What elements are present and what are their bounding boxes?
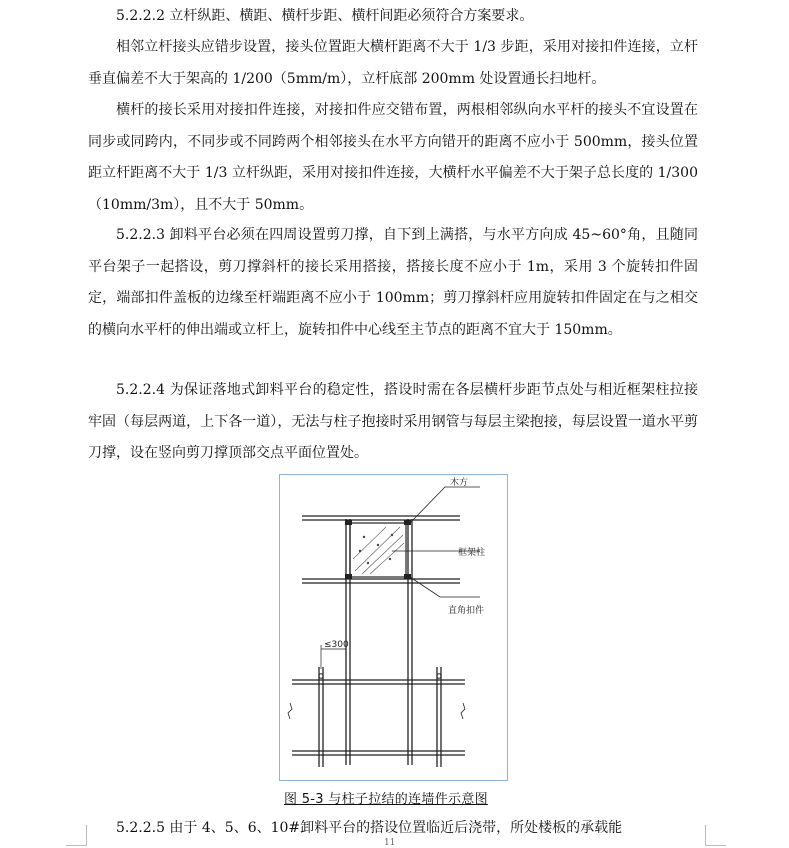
figure-caption: 图 5-3 与柱子拉结的连墙件示意图 bbox=[284, 792, 488, 807]
wall-tie-diagram bbox=[280, 475, 507, 780]
page-corner-mark-right bbox=[705, 825, 726, 846]
lower-horizontal-tubes bbox=[292, 680, 465, 755]
paragraph-pole-joints: 相邻立杆接头应错步设置，接头位置距大横杆距离不大于 1/3 步距，采用对接扣件连接，立杆垂直偏差不大于架高的 1/200（5mm/m），立杆底部 200mm 处设置通长扫地杆。 bbox=[88, 39, 698, 87]
paragraph-5-2-2-4: 5.2.2.4 为保证落地式卸料平台的稳定性，搭设时需在各层横杆步距节点处与相近框架柱拉接牢固（每层两道，上下各一道），无法与柱子抱接时采用钢管与每层主梁抱接，每层设置一道水平剪刀撑，设在竖向剪刀撑顶部交点平面位置处。 bbox=[88, 382, 698, 461]
paragraph-5-2-2-5: 5.2.2.5 由于 4、5、6、10#卸料平台的搭设位置临近后浇带，所处楼板的承载能 bbox=[116, 820, 623, 836]
frame-column bbox=[350, 523, 406, 577]
paragraph-5-2-2-2: 5.2.2.2 立杆纵距、横距、横杆步距、横杆间距必须符合方案要求。 bbox=[116, 8, 534, 24]
page-corner-mark-left bbox=[66, 825, 87, 846]
label-wood: 木方 bbox=[450, 478, 469, 488]
wall-tie-figure bbox=[279, 474, 508, 781]
paragraph-5-2-2-3: 5.2.2.3 卸料平台必须在四周设置剪刀撑，自下到上满搭，与水平方向成 45~60°角，且随同平台架子一起搭设，剪刀撑斜杆的接长采用搭接，搭接长度不应小于 1m，采用 3 个旋转扣件固定，端部扣件盖板的边缘至杆端距离不应小于 100mm；剪刀撑斜杆应用旋转扣件固定在与之相交的横向水平杆的伸出端或立杆上，旋转扣件中心线至主节点的距离不宜大于 150mm。 bbox=[88, 227, 698, 338]
label-dimension: ≤300 bbox=[324, 640, 349, 650]
outer-poles bbox=[319, 667, 441, 767]
label-column: 框架柱 bbox=[458, 548, 486, 558]
pole-couplers bbox=[319, 674, 441, 678]
page-number: 11 bbox=[384, 838, 396, 848]
paragraph-crossbar-joints: 横杆的接长采用对接扣件连接，对接扣件应交错布置，两根相邻纵向水平杆的接头不宜设置在同步或同跨内，不同步或不同跨两个相邻接头在水平方向错开的距离不应小于 500mm，接头位置距立杆距离不大于 1/3 立杆纵距，采用对接扣件连接，大横杆水平偏差不大于架子总长度的 1/300（10mm/3m），且不大于 50mm。 bbox=[88, 102, 698, 213]
break-marks bbox=[288, 703, 465, 719]
label-coupler: 直角扣件 bbox=[448, 606, 485, 616]
